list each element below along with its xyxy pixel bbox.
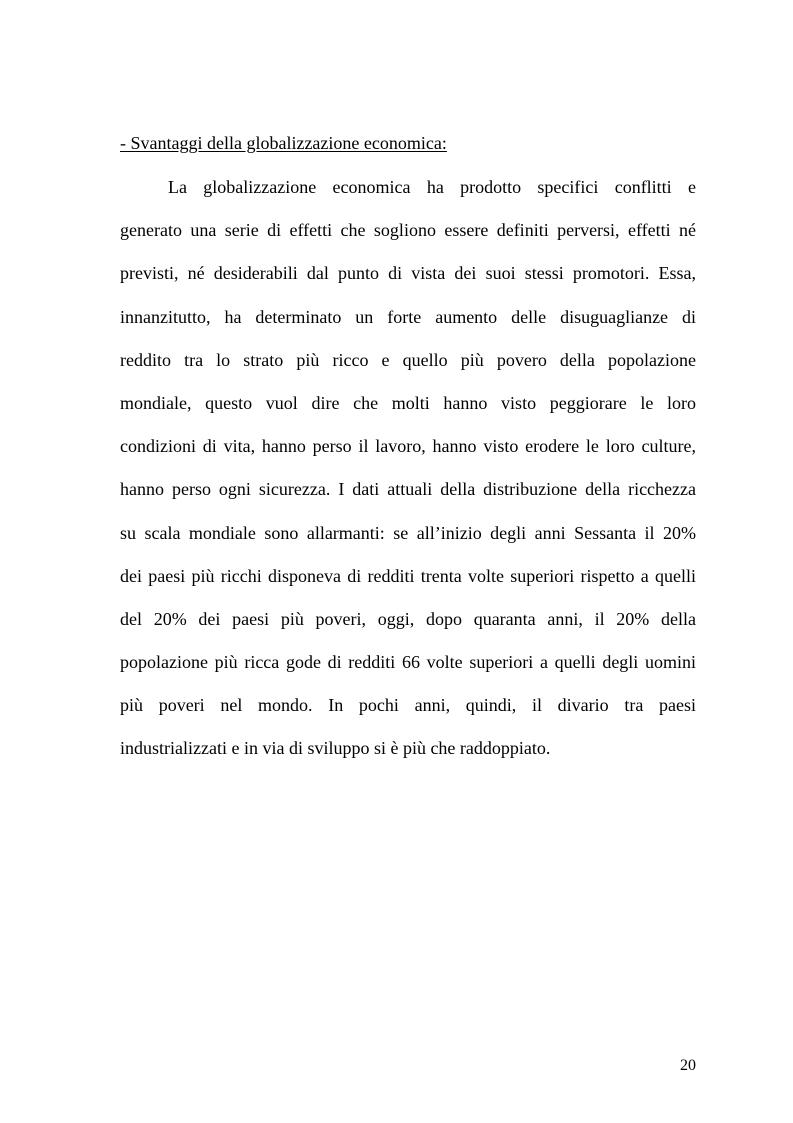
paragraph-line-10: dei paesi più ricchi disponeva di redditi trenta volte superiori rispetto a quelli bbox=[120, 565, 696, 586]
paragraph-line-3: previsti, né desiderabili dal punto di vista dei suoi stessi promotori. Essa, bbox=[120, 263, 696, 284]
paragraph-line-11: del 20% dei paesi più poveri, oggi, dopo quaranta anni, il 20% della bbox=[120, 608, 696, 629]
paragraph-line-12: popolazione più ricca gode di redditi 66 volte superiori a quelli degli uomini bbox=[120, 652, 696, 673]
paragraph-line-5: reddito tra lo strato più ricco e quello più povero della popolazione bbox=[120, 349, 696, 370]
paragraph-line-14: industrializzati e in via di sviluppo si è più che raddoppiato. bbox=[120, 738, 551, 759]
section-heading: - Svantaggi della globalizzazione economica: bbox=[120, 133, 447, 153]
paragraph-line-8: hanno perso ogni sicurezza. I dati attuali della distribuzione della ricchezza bbox=[120, 479, 696, 500]
paragraph-line-7: condizioni di vita, hanno perso il lavoro, hanno visto erodere le loro culture, bbox=[120, 436, 696, 457]
paragraph-line-9: su scala mondiale sono allarmanti: se all’inizio degli anni Sessanta il 20% bbox=[120, 522, 696, 543]
paragraph-line-13: più poveri nel mondo. In pochi anni, quindi, il divario tra paesi bbox=[120, 695, 696, 716]
paragraph-line-1: La globalizzazione economica ha prodotto specifici conflitti e bbox=[168, 177, 696, 197]
body-paragraph bbox=[120, 172, 696, 777]
page-number: 20 bbox=[680, 1057, 696, 1074]
paragraph-line-6: mondiale, questo vuol dire che molti hanno visto peggiorare le loro bbox=[120, 392, 696, 413]
paragraph-line-4: innanzitutto, ha determinato un forte aumento delle disuguaglianze di bbox=[120, 306, 696, 327]
paragraph-line-2: generato una serie di effetti che sogliono essere definiti perversi, effetti né bbox=[120, 220, 696, 241]
